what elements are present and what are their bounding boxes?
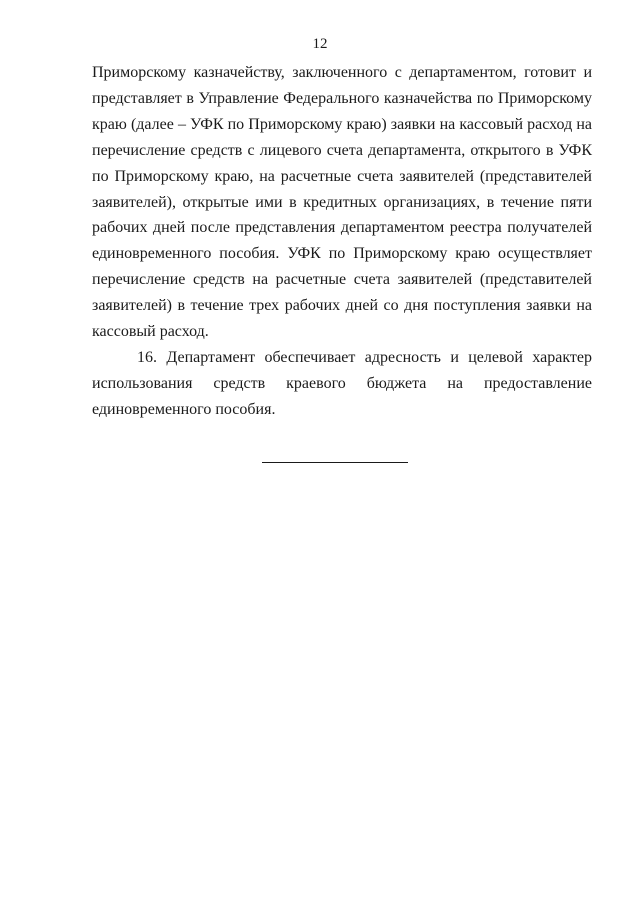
page-number: 12 [312, 36, 328, 52]
paragraph-continuation: Приморскому казначейству, заключенного с департаментом, готовит и представляет в Управление Федерального казначейства по Приморскому краю (далее – УФК по Приморскому краю) заявки на кассовый расход на перечисление средств с лицевого счета департамента, открытого в УФК по Приморскому краю, на расчетные счета заявителей (представителей заявителей), открытые ими в кредитных организациях, в течение пяти рабочих дней после представления департаментом реестра получателей единовременного пособия. УФК по Приморскому краю осуществляет перечисление средств на расчетные счета заявителей (представителей заявителей) в течение трех рабочих дней со дня поступления заявки на кассовый расход. [92, 64, 592, 341]
document-body [92, 60, 592, 423]
end-of-document-rule [262, 462, 408, 463]
paragraph-16: 16. Департамент обеспечивает адресность и целевой характер использования средств краевого бюджета на предоставление единовременного пособия. [92, 348, 592, 418]
